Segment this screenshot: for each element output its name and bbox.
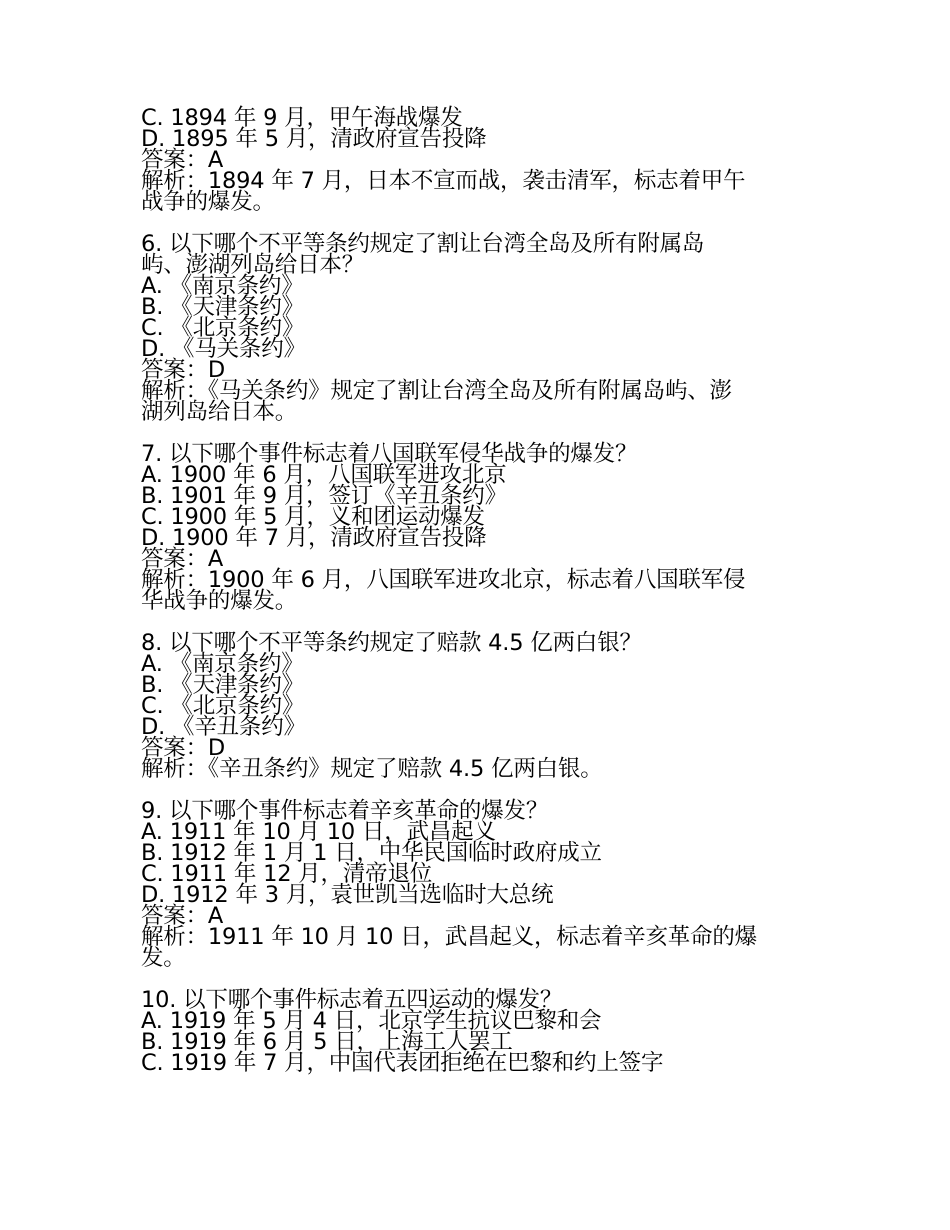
document-body (141, 105, 821, 1076)
q8-option-b: B. 《天津条约》 (141, 672, 304, 698)
q10-question: 10. 以下哪个事件标志着五四运动的爆发？ (141, 987, 563, 1013)
q7-analysis-line-1: 解析：1900 年 6 月，八国联军进攻北京，标志着八国联军侵 (141, 567, 746, 593)
q9-analysis-line-1: 解析：1911 年 10 月 10 日，武昌起义，标志着辛亥革命的爆 (141, 924, 757, 950)
q5-option-d: D. 1895 年 5 月，清政府宣告投降 (141, 126, 487, 152)
q6-option-d: D. 《马关条约》 (141, 336, 306, 362)
q9-option-c: C. 1911 年 12 月，清帝退位 (141, 861, 433, 887)
q8-analysis-line-1: 解析：《辛丑条约》规定了赔款 4.5 亿两白银。 (141, 756, 603, 782)
q8-question: 8. 以下哪个不平等条约规定了赔款 4.5 亿两白银？ (141, 630, 642, 656)
q6-analysis-line-1: 解析：《马关条约》规定了割让台湾全岛及所有附属岛屿、澎 (141, 378, 732, 404)
q8-option-d: D. 《辛丑条约》 (141, 714, 306, 740)
q6-answer: 答案：D (141, 357, 226, 383)
q7-option-d: D. 1900 年 7 月，清政府宣告投降 (141, 525, 487, 551)
q7-analysis-line-2: 华战争的爆发。 (141, 588, 298, 614)
q9-answer: 答案：A (141, 903, 224, 929)
q9-analysis-line-2: 发。 (141, 945, 186, 971)
q6-option-c: C. 《北京条约》 (141, 315, 305, 341)
q10-option-a: A. 1919 年 5 月 4 日，北京学生抗议巴黎和会 (141, 1008, 602, 1034)
q7-question: 7. 以下哪个事件标志着八国联军侵华战争的爆发？ (141, 441, 638, 467)
q5-option-c: C. 1894 年 9 月，甲午海战爆发 (141, 105, 463, 131)
q7-answer: 答案：A (141, 546, 224, 572)
q6-analysis-line-2: 湖列岛给日本。 (141, 399, 298, 425)
q9-option-d: D. 1912 年 3 月，袁世凯当选临时大总统 (141, 882, 554, 908)
q7-option-c: C. 1900 年 5 月，义和团运动爆发 (141, 504, 485, 530)
q8-option-a: A. 《南京条约》 (141, 651, 304, 677)
q6-option-b: B. 《天津条约》 (141, 294, 304, 320)
q9-option-b: B. 1912 年 1 月 1 日，中华民国临时政府成立 (141, 840, 602, 866)
q6-question-line-2: 屿、澎湖列岛给日本？ (141, 252, 365, 278)
q5-answer: 答案：A (141, 147, 224, 173)
q9-option-a: A. 1911 年 10 月 10 日，武昌起义 (141, 819, 496, 845)
q5-analysis-line-1: 解析：1894 年 7 月，日本不宣而战，袭击清军，标志着甲午 (141, 168, 746, 194)
q10-option-c: C. 1919 年 7 月，中国代表团拒绝在巴黎和约上签字 (141, 1050, 664, 1076)
q5-analysis-line-2: 战争的爆发。 (141, 189, 275, 215)
q6-question-line-1: 6. 以下哪个不平等条约规定了割让台湾全岛及所有附属岛 (141, 231, 705, 257)
q8-option-c: C. 《北京条约》 (141, 693, 305, 719)
q6-option-a: A. 《南京条约》 (141, 273, 304, 299)
q10-option-b: B. 1919 年 6 月 5 日，上海工人罢工 (141, 1029, 513, 1055)
q8-answer: 答案：D (141, 735, 226, 761)
q9-question: 9. 以下哪个事件标志着辛亥革命的爆发？ (141, 798, 549, 824)
q7-option-b: B. 1901 年 9 月，签订《辛丑条约》 (141, 483, 507, 509)
q7-option-a: A. 1900 年 6 月，八国联军进攻北京 (141, 462, 507, 488)
